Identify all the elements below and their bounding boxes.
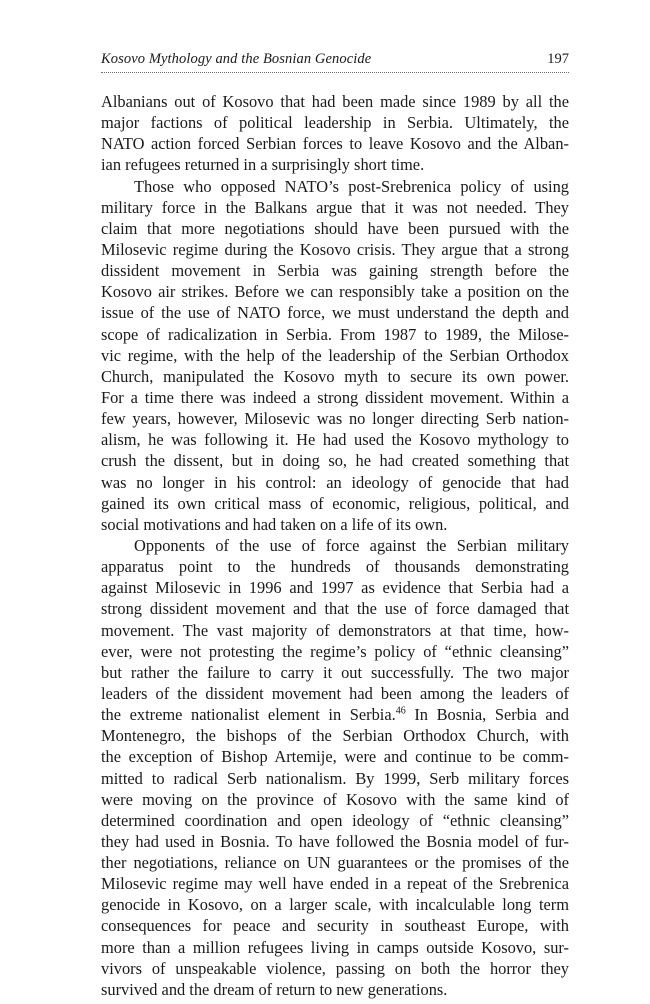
text-line: gained its own critical mass of economic, religious, political, and bbox=[101, 493, 569, 513]
text-line: ian refugees returned in a surprisingly short time. bbox=[101, 155, 425, 175]
text-line: against Milosevic in 1996 and 1997 as evidence that Serbia had a bbox=[101, 578, 569, 598]
text-line: was no longer in his control: an ideology of genocide that had bbox=[101, 472, 569, 492]
running-head bbox=[101, 50, 569, 73]
body-text bbox=[101, 91, 569, 1000]
text-line: vivors of unspeakable violence, passing on both the horror they bbox=[101, 958, 569, 978]
text-fragment: the extreme nationalist element in Serbia. bbox=[101, 705, 396, 725]
text-line: were moving on the province of Kosovo with the same kind of bbox=[101, 789, 569, 809]
text-line: Milosevic regime may well have ended in a repeat of the Srebrenica bbox=[101, 874, 569, 894]
paragraph bbox=[101, 91, 569, 176]
page-number: 197 bbox=[547, 51, 569, 67]
text-line: For a time there was indeed a strong dissident movement. Within a bbox=[101, 387, 569, 407]
text-line: apparatus point to the hundreds of thousands demonstrating bbox=[101, 557, 569, 577]
footnote-reference: 46 bbox=[395, 705, 406, 717]
text-line: strong dissident movement and that the use of force damaged that bbox=[101, 599, 569, 619]
text-line: determined coordination and open ideology of “ethnic cleansing” bbox=[101, 810, 569, 830]
text-fragment: In Bosnia, Serbia and bbox=[405, 705, 569, 725]
text-line: dissident movement in Serbia was gaining strength before the bbox=[101, 261, 569, 281]
text-line: the exception of Bishop Artemije, were and continue to be comm- bbox=[101, 747, 569, 767]
paragraph bbox=[101, 176, 569, 535]
text-line: crush the dissent, but in doing so, he had created something that bbox=[101, 451, 569, 471]
text-line: Albanians out of Kosovo that had been made since 1989 by all the bbox=[101, 92, 569, 111]
text-line: Kosovo air strikes. Before we can responsibly take a position on the bbox=[101, 282, 569, 302]
paragraph bbox=[101, 535, 569, 1000]
text-line: few years, however, Milosevic was no longer directing Serb nation- bbox=[101, 409, 569, 429]
text-line: mitted to radical Serb nationalism. By 1999, Serb military forces bbox=[101, 768, 569, 788]
text-line: major factions of political leadership in Serbia. Ultimately, the bbox=[101, 113, 569, 133]
text-line: ever, were not protesting the regime’s policy of “ethnic cleansing” bbox=[101, 641, 569, 661]
text-line: vic regime, with the help of the leadership of the Serbian Orthodox bbox=[101, 345, 569, 365]
text-line: claim that more negotiations should have been pursued with the bbox=[101, 218, 569, 238]
text-line: leaders of the dissident movement had been among the leaders of bbox=[101, 683, 569, 703]
text-line: Milosevic regime during the Kosovo crisis. They argue that a strong bbox=[101, 239, 569, 259]
text-line: more than a million refugees living in camps outside Kosovo, sur- bbox=[101, 937, 569, 957]
text-line: genocide in Kosovo, on a larger scale, with incalculable long term bbox=[101, 895, 569, 915]
text-line: NATO action forced Serbian forces to leave Kosovo and the Alban- bbox=[101, 134, 569, 154]
text-line: alism, he was following it. He had used the Kosovo mythology to bbox=[101, 430, 569, 450]
text-line: Those who opposed NATO’s post-Srebrenica policy of using bbox=[134, 176, 569, 196]
text-line: scope of radicalization in Serbia. From 1987 to 1989, the Milose- bbox=[101, 324, 569, 344]
text-line: Opponents of the use of force against the Serbian military bbox=[134, 535, 569, 555]
text-line: military force in the Balkans argue that it was not needed. They bbox=[101, 197, 569, 217]
text-line: social motivations and had taken on a life of its own. bbox=[101, 514, 448, 534]
text-line: but rather the failure to carry it out successfully. The two major bbox=[101, 662, 569, 682]
text-line: ther negotiations, reliance on UN guarantees or the promises of the bbox=[101, 853, 569, 873]
text-line: survived and the dream of return to new generations. bbox=[101, 979, 448, 999]
text-line: issue of the use of NATO force, we must understand the depth and bbox=[101, 303, 569, 323]
text-line: movement. The vast majority of demonstrators at that time, how- bbox=[101, 620, 569, 640]
text-line: Montenegro, the bishops of the Serbian Orthodox Church, with bbox=[101, 726, 569, 746]
text-line: consequences for peace and security in southeast Europe, with bbox=[101, 916, 569, 936]
running-title: Kosovo Mythology and the Bosnian Genocide bbox=[101, 51, 372, 67]
text-line: they had used in Bosnia. To have followed the Bosnia model of fur- bbox=[101, 831, 569, 851]
text-line: Church, manipulated the Kosovo myth to secure its own power. bbox=[101, 366, 569, 386]
text-line bbox=[101, 704, 569, 725]
